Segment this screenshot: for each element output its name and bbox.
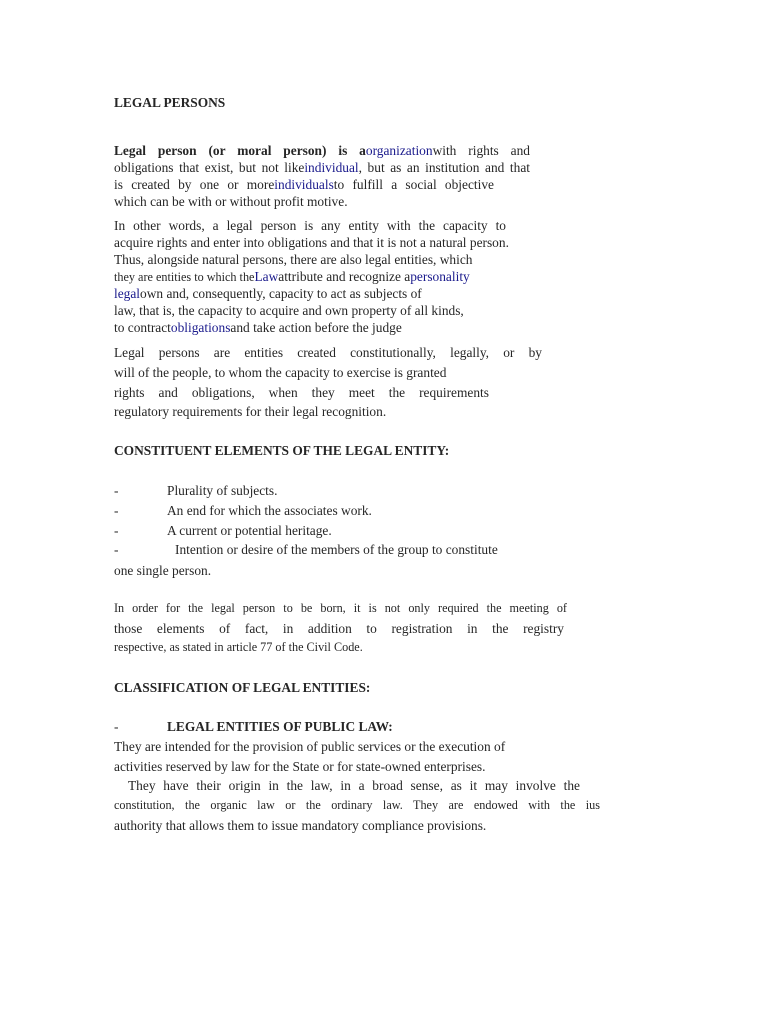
- public-law-line-5: authority that allows them to issue mandatory compliance provisions.: [114, 818, 487, 833]
- link-personality[interactable]: personality: [410, 269, 470, 284]
- link-obligations[interactable]: obligations: [170, 320, 231, 335]
- p2-line-3: Thus, alongside natural persons, there are also legal entities, which: [114, 252, 473, 267]
- list-item-continuation: one single person.: [114, 563, 212, 578]
- p3-line-4: regulatory requirements for their legal recognition.: [114, 404, 387, 419]
- document-title: LEGAL PERSONS: [114, 95, 226, 110]
- p2-line-5: legalown and, consequently, capacity to act as subjects of: [114, 286, 422, 301]
- p4-line-1: In order for the legal person to be born, it is not only required the meeting of: [114, 601, 567, 615]
- link-legal[interactable]: legal: [114, 286, 141, 301]
- heading-constituent-elements: CONSTITUENT ELEMENTS OF THE LEGAL ENTITY:: [114, 443, 450, 458]
- link-organization[interactable]: organization: [365, 143, 433, 158]
- link-law[interactable]: Law: [254, 269, 279, 284]
- public-law-line-1: They are intended for the provision of public services or the execution of: [114, 739, 506, 754]
- public-law-line-2: activities reserved by law for the State or for state-owned enterprises.: [114, 759, 486, 774]
- p1-bold-phrase: Legal person (or moral person) is a: [114, 143, 366, 158]
- public-law-line-4: constitution, the organic law or the ordinary law. They are endowed with the ius: [114, 798, 600, 812]
- p1-line-1: Legal person (or moral person) is aorganizationwith rights and: [114, 143, 530, 158]
- p2-line-4: they are entities to which theLawattribute and recognize apersonality: [114, 269, 470, 284]
- p2-line-2: acquire rights and enter into obligations and that it is not a natural person.: [114, 235, 509, 250]
- p1-line-4: which can be with or without profit motive.: [114, 194, 348, 209]
- list-dash: -: [114, 542, 119, 557]
- p4-line-2: those elements of fact, in addition to registration in the registry: [114, 621, 564, 636]
- p1-line-2: obligations that exist, but not likeindividual, but as an institution and that: [114, 160, 530, 175]
- link-individuals[interactable]: individuals: [274, 177, 334, 192]
- link-individual[interactable]: individual: [304, 160, 359, 175]
- list-dash: -: [114, 503, 119, 518]
- public-law-line-3: They have their origin in the law, in a broad sense, as it may involve the: [128, 778, 580, 793]
- list-dash: -: [114, 719, 119, 734]
- p3-line-2: will of the people, to whom the capacity to exercise is granted: [114, 365, 447, 380]
- p1-line-3: is created by one or moreindividualsto fulfill a social objective: [114, 177, 494, 192]
- p3-line-3: rights and obligations, when they meet the requirements: [114, 385, 489, 400]
- heading-classification: CLASSIFICATION OF LEGAL ENTITIES:: [114, 680, 371, 695]
- p2-line-7: to contractobligationsand take action before the judge: [114, 320, 402, 335]
- document-page: LEGAL PERSONS Legal person (or moral person) is aorganizationwith rights and obligations that exist, but not likeindividual, but as an institution and that is created by one or moreindividualsto fulfill a social objective which can be with or without profit motive. In other words, a legal person is any entity with the capacity to acquire rights and enter into obligations and that it is not a natural person. Thus, alongside natural persons, there are also legal entities, which they are entities to which theLawattribute and recognize apersonality legalown and, consequently, capacity to act as subjects of law, that is, the capacity to acquire and own property of all kinds, to contractobligationsand take action before the judge Legal persons are entities created constitutionally, legally, or by will of the people, to whom the capacity to exercise is granted rights and obligations, when they meet the requirements regulatory requirements for their legal recognition. CONSTITUENT ELEMENTS OF THE LEGAL ENTITY: - Plurality of subjects. - An end for which the associates work. - A current or potential heritage. - Intention or desire of the members of the group to constitute one single person. In order for the legal person to be born, it is not only required the meeting of those elements of fact, in addition to registration in the registry respective, as stated in article 77 of the Civil Code. CLASSIFICATION OF LEGAL ENTITIES: - LEGAL ENTITIES OF PUBLIC LAW: They are intended for the provision of public services or the execution of activities reserved by law for the State or for state-owned enterprises. They have their origin in the law, in a broad sense, as it may involve the constitution, the organic law or the ordinary law. They are endowed with the ius authority that allows them to issue mandatory compliance provisions.: [114, 95, 600, 833]
- list-dash: -: [114, 523, 119, 538]
- p3-line-1: Legal persons are entities created constitutionally, legally, or by: [114, 345, 542, 360]
- p2-line-6: law, that is, the capacity to acquire and own property of all kinds,: [114, 303, 464, 318]
- p4-line-3: respective, as stated in article 77 of the Civil Code.: [114, 640, 363, 654]
- p2-line-1: In other words, a legal person is any entity with the capacity to: [114, 218, 506, 233]
- list-dash: -: [114, 483, 119, 498]
